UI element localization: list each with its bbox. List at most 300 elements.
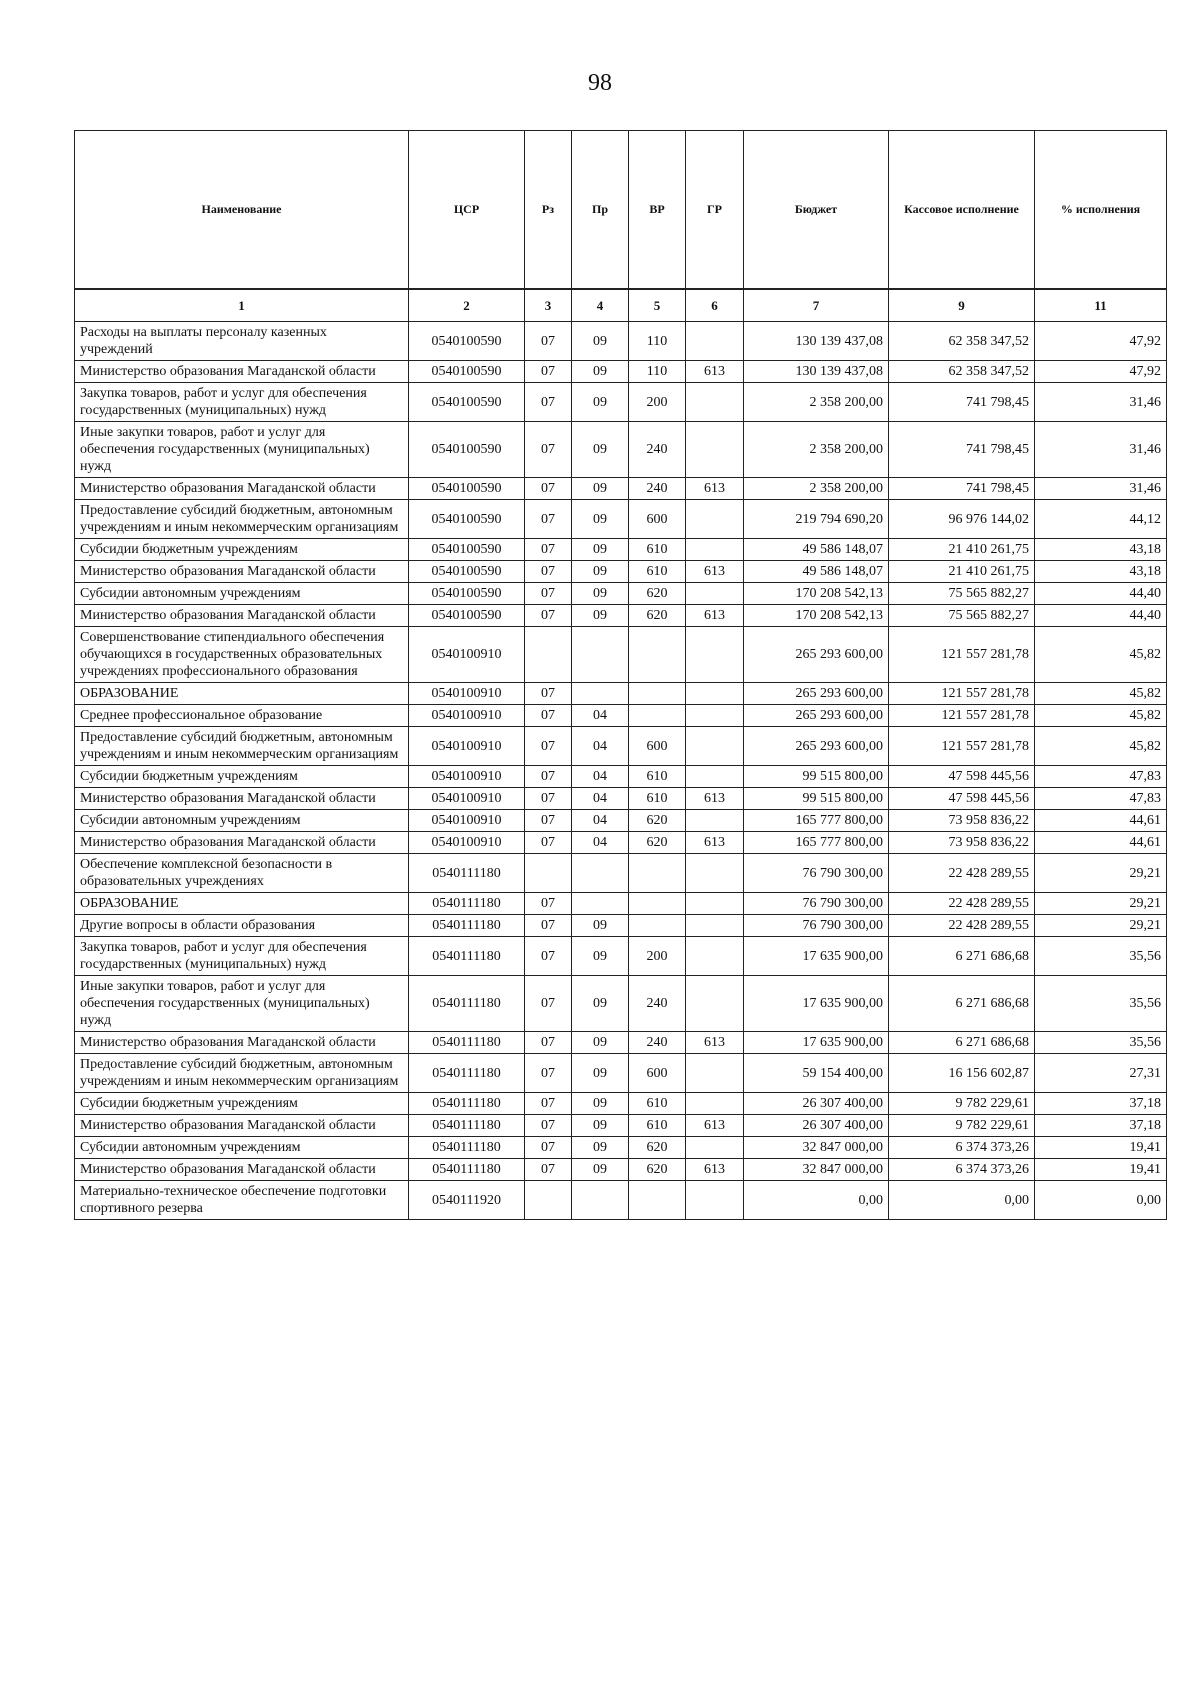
cell-vr: 620 bbox=[629, 810, 686, 832]
col-num-gr: 6 bbox=[686, 289, 744, 322]
cell-csr: 0540111920 bbox=[409, 1181, 525, 1220]
cell-rz: 07 bbox=[525, 937, 572, 976]
cell-budget: 17 635 900,00 bbox=[744, 1032, 889, 1054]
table-row bbox=[75, 976, 1167, 1032]
cell-budget: 76 790 300,00 bbox=[744, 915, 889, 937]
cell-gr bbox=[686, 539, 744, 561]
cell-name: Иные закупки товаров, работ и услуг для обеспечения государственных (муниципальных) нужд bbox=[75, 976, 409, 1032]
cell-name: ОБРАЗОВАНИЕ bbox=[75, 893, 409, 915]
cell-pr bbox=[572, 627, 629, 683]
cell-csr: 0540111180 bbox=[409, 1159, 525, 1181]
cell-gr bbox=[686, 1181, 744, 1220]
cell-budget: 130 139 437,08 bbox=[744, 322, 889, 361]
cell-pct: 47,83 bbox=[1035, 766, 1167, 788]
cell-gr bbox=[686, 1054, 744, 1093]
cell-name: Иные закупки товаров, работ и услуг для обеспечения государственных (муниципальных) нужд bbox=[75, 422, 409, 478]
cell-pct: 29,21 bbox=[1035, 915, 1167, 937]
cell-csr: 0540100910 bbox=[409, 683, 525, 705]
col-header-exec: Кассовое исполнение bbox=[889, 131, 1035, 290]
cell-pct: 47,92 bbox=[1035, 361, 1167, 383]
cell-name: ОБРАЗОВАНИЕ bbox=[75, 683, 409, 705]
col-num-name: 1 bbox=[75, 289, 409, 322]
cell-exec: 47 598 445,56 bbox=[889, 788, 1035, 810]
cell-rz: 07 bbox=[525, 561, 572, 583]
cell-pr: 09 bbox=[572, 361, 629, 383]
cell-budget: 32 847 000,00 bbox=[744, 1137, 889, 1159]
cell-pct: 44,61 bbox=[1035, 810, 1167, 832]
cell-gr: 613 bbox=[686, 478, 744, 500]
cell-gr bbox=[686, 705, 744, 727]
table-row bbox=[75, 1093, 1167, 1115]
cell-pct: 35,56 bbox=[1035, 937, 1167, 976]
table-row bbox=[75, 422, 1167, 478]
cell-gr bbox=[686, 810, 744, 832]
cell-vr: 610 bbox=[629, 1093, 686, 1115]
col-header-name: Наименование bbox=[75, 131, 409, 290]
cell-pr: 09 bbox=[572, 539, 629, 561]
cell-name: Министерство образования Магаданской области bbox=[75, 788, 409, 810]
header-row bbox=[75, 131, 1167, 290]
cell-pct: 31,46 bbox=[1035, 383, 1167, 422]
cell-vr: 620 bbox=[629, 583, 686, 605]
cell-pct: 35,56 bbox=[1035, 976, 1167, 1032]
cell-pr: 09 bbox=[572, 1159, 629, 1181]
col-num-pct: 11 bbox=[1035, 289, 1167, 322]
cell-gr bbox=[686, 727, 744, 766]
cell-rz: 07 bbox=[525, 500, 572, 539]
cell-pct: 44,61 bbox=[1035, 832, 1167, 854]
col-num-exec: 9 bbox=[889, 289, 1035, 322]
cell-csr: 0540100910 bbox=[409, 810, 525, 832]
table-row bbox=[75, 627, 1167, 683]
cell-gr bbox=[686, 383, 744, 422]
cell-rz: 07 bbox=[525, 893, 572, 915]
cell-rz bbox=[525, 627, 572, 683]
cell-gr: 613 bbox=[686, 1159, 744, 1181]
cell-rz: 07 bbox=[525, 478, 572, 500]
cell-vr: 240 bbox=[629, 422, 686, 478]
cell-vr: 110 bbox=[629, 322, 686, 361]
cell-name: Среднее профессиональное образование bbox=[75, 705, 409, 727]
column-number-row bbox=[75, 289, 1167, 322]
cell-name: Министерство образования Магаданской области bbox=[75, 1159, 409, 1181]
cell-csr: 0540111180 bbox=[409, 976, 525, 1032]
cell-name: Предоставление субсидий бюджетным, автономным учреждениям и иным некоммерческим организациям bbox=[75, 727, 409, 766]
cell-pct: 43,18 bbox=[1035, 561, 1167, 583]
cell-exec: 741 798,45 bbox=[889, 478, 1035, 500]
cell-csr: 0540100910 bbox=[409, 627, 525, 683]
cell-vr: 620 bbox=[629, 605, 686, 627]
table-row bbox=[75, 1159, 1167, 1181]
cell-vr: 600 bbox=[629, 727, 686, 766]
cell-vr: 610 bbox=[629, 766, 686, 788]
cell-pct: 47,83 bbox=[1035, 788, 1167, 810]
cell-vr: 610 bbox=[629, 1115, 686, 1137]
cell-name: Субсидии автономным учреждениям bbox=[75, 583, 409, 605]
cell-pr: 09 bbox=[572, 500, 629, 539]
cell-rz: 07 bbox=[525, 683, 572, 705]
col-header-budget: Бюджет bbox=[744, 131, 889, 290]
cell-pct: 19,41 bbox=[1035, 1159, 1167, 1181]
table-row bbox=[75, 854, 1167, 893]
cell-rz: 07 bbox=[525, 832, 572, 854]
cell-pct: 44,40 bbox=[1035, 605, 1167, 627]
cell-name: Материально-техническое обеспечение подготовки спортивного резерва bbox=[75, 1181, 409, 1220]
cell-rz: 07 bbox=[525, 1054, 572, 1093]
cell-rz: 07 bbox=[525, 766, 572, 788]
cell-budget: 2 358 200,00 bbox=[744, 383, 889, 422]
col-header-vr: ВР bbox=[629, 131, 686, 290]
cell-budget: 219 794 690,20 bbox=[744, 500, 889, 539]
cell-csr: 0540100590 bbox=[409, 583, 525, 605]
cell-pr: 09 bbox=[572, 422, 629, 478]
cell-vr: 620 bbox=[629, 832, 686, 854]
table-row bbox=[75, 832, 1167, 854]
col-num-pr: 4 bbox=[572, 289, 629, 322]
cell-pr: 09 bbox=[572, 583, 629, 605]
cell-budget: 32 847 000,00 bbox=[744, 1159, 889, 1181]
cell-vr: 610 bbox=[629, 561, 686, 583]
cell-pr: 04 bbox=[572, 788, 629, 810]
cell-gr bbox=[686, 500, 744, 539]
cell-rz: 07 bbox=[525, 539, 572, 561]
cell-csr: 0540111180 bbox=[409, 854, 525, 893]
cell-csr: 0540100910 bbox=[409, 832, 525, 854]
cell-exec: 22 428 289,55 bbox=[889, 893, 1035, 915]
cell-vr bbox=[629, 854, 686, 893]
table-row bbox=[75, 478, 1167, 500]
cell-csr: 0540100590 bbox=[409, 383, 525, 422]
cell-csr: 0540111180 bbox=[409, 1137, 525, 1159]
cell-pr: 04 bbox=[572, 727, 629, 766]
col-header-rz: Рз bbox=[525, 131, 572, 290]
cell-vr bbox=[629, 627, 686, 683]
cell-vr: 620 bbox=[629, 1159, 686, 1181]
cell-gr bbox=[686, 766, 744, 788]
cell-name: Министерство образования Магаданской области bbox=[75, 605, 409, 627]
cell-pct: 19,41 bbox=[1035, 1137, 1167, 1159]
cell-pr: 09 bbox=[572, 322, 629, 361]
cell-rz: 07 bbox=[525, 727, 572, 766]
cell-rz: 07 bbox=[525, 1159, 572, 1181]
table-row bbox=[75, 915, 1167, 937]
cell-exec: 6 271 686,68 bbox=[889, 976, 1035, 1032]
cell-vr: 200 bbox=[629, 383, 686, 422]
cell-rz: 07 bbox=[525, 810, 572, 832]
table-row bbox=[75, 539, 1167, 561]
cell-name: Министерство образования Магаданской области bbox=[75, 361, 409, 383]
cell-rz: 07 bbox=[525, 383, 572, 422]
cell-name: Обеспечение комплексной безопасности в образовательных учреждениях bbox=[75, 854, 409, 893]
cell-name: Субсидии бюджетным учреждениям bbox=[75, 539, 409, 561]
cell-name: Расходы на выплаты персоналу казенных учреждений bbox=[75, 322, 409, 361]
cell-csr: 0540100910 bbox=[409, 705, 525, 727]
cell-csr: 0540100590 bbox=[409, 500, 525, 539]
cell-pct: 0,00 bbox=[1035, 1181, 1167, 1220]
cell-pct: 31,46 bbox=[1035, 478, 1167, 500]
cell-pr: 09 bbox=[572, 937, 629, 976]
cell-pct: 45,82 bbox=[1035, 683, 1167, 705]
cell-gr bbox=[686, 422, 744, 478]
cell-name: Министерство образования Магаданской области bbox=[75, 561, 409, 583]
table-row bbox=[75, 1115, 1167, 1137]
cell-budget: 59 154 400,00 bbox=[744, 1054, 889, 1093]
table-row bbox=[75, 1137, 1167, 1159]
cell-csr: 0540100910 bbox=[409, 766, 525, 788]
cell-pct: 31,46 bbox=[1035, 422, 1167, 478]
cell-vr: 240 bbox=[629, 478, 686, 500]
cell-vr: 600 bbox=[629, 1054, 686, 1093]
table-row bbox=[75, 500, 1167, 539]
cell-gr bbox=[686, 583, 744, 605]
cell-pct: 44,40 bbox=[1035, 583, 1167, 605]
cell-pr: 04 bbox=[572, 705, 629, 727]
cell-budget: 165 777 800,00 bbox=[744, 832, 889, 854]
cell-csr: 0540111180 bbox=[409, 1054, 525, 1093]
cell-budget: 170 208 542,13 bbox=[744, 583, 889, 605]
table-row bbox=[75, 1054, 1167, 1093]
cell-budget: 99 515 800,00 bbox=[744, 766, 889, 788]
cell-exec: 6 271 686,68 bbox=[889, 1032, 1035, 1054]
cell-pct: 45,82 bbox=[1035, 727, 1167, 766]
cell-budget: 76 790 300,00 bbox=[744, 854, 889, 893]
col-header-pr: Пр bbox=[572, 131, 629, 290]
cell-pct: 45,82 bbox=[1035, 627, 1167, 683]
cell-pr: 09 bbox=[572, 1093, 629, 1115]
cell-gr: 613 bbox=[686, 788, 744, 810]
cell-gr: 613 bbox=[686, 361, 744, 383]
cell-exec: 0,00 bbox=[889, 1181, 1035, 1220]
cell-budget: 265 293 600,00 bbox=[744, 683, 889, 705]
cell-gr bbox=[686, 915, 744, 937]
cell-vr: 240 bbox=[629, 1032, 686, 1054]
cell-exec: 6 271 686,68 bbox=[889, 937, 1035, 976]
col-num-vr: 5 bbox=[629, 289, 686, 322]
cell-exec: 121 557 281,78 bbox=[889, 727, 1035, 766]
cell-budget: 17 635 900,00 bbox=[744, 937, 889, 976]
cell-name: Министерство образования Магаданской области bbox=[75, 1115, 409, 1137]
cell-budget: 130 139 437,08 bbox=[744, 361, 889, 383]
col-num-budget: 7 bbox=[744, 289, 889, 322]
cell-pr: 09 bbox=[572, 1115, 629, 1137]
table-row bbox=[75, 583, 1167, 605]
cell-gr: 613 bbox=[686, 1115, 744, 1137]
cell-pr: 04 bbox=[572, 832, 629, 854]
table-row bbox=[75, 605, 1167, 627]
cell-vr bbox=[629, 1181, 686, 1220]
cell-pr: 09 bbox=[572, 605, 629, 627]
cell-csr: 0540111180 bbox=[409, 1115, 525, 1137]
cell-vr: 110 bbox=[629, 361, 686, 383]
cell-vr bbox=[629, 705, 686, 727]
cell-pct: 47,92 bbox=[1035, 322, 1167, 361]
cell-pr: 09 bbox=[572, 383, 629, 422]
cell-gr bbox=[686, 976, 744, 1032]
cell-rz bbox=[525, 1181, 572, 1220]
cell-exec: 96 976 144,02 bbox=[889, 500, 1035, 539]
cell-csr: 0540111180 bbox=[409, 937, 525, 976]
table-row bbox=[75, 683, 1167, 705]
cell-vr bbox=[629, 893, 686, 915]
cell-vr: 610 bbox=[629, 788, 686, 810]
page-number: 98 bbox=[588, 70, 612, 96]
table-row bbox=[75, 788, 1167, 810]
cell-gr bbox=[686, 322, 744, 361]
table-body bbox=[75, 322, 1167, 1220]
cell-exec: 6 374 373,26 bbox=[889, 1137, 1035, 1159]
cell-budget: 170 208 542,13 bbox=[744, 605, 889, 627]
cell-pr: 09 bbox=[572, 1054, 629, 1093]
cell-exec: 6 374 373,26 bbox=[889, 1159, 1035, 1181]
cell-exec: 62 358 347,52 bbox=[889, 322, 1035, 361]
cell-name: Субсидии автономным учреждениям bbox=[75, 1137, 409, 1159]
cell-gr bbox=[686, 627, 744, 683]
cell-pr: 09 bbox=[572, 976, 629, 1032]
cell-pct: 27,31 bbox=[1035, 1054, 1167, 1093]
cell-csr: 0540100590 bbox=[409, 422, 525, 478]
cell-name: Совершенствование стипендиального обеспечения обучающихся в государственных образовательных учреждениях профессионального образования bbox=[75, 627, 409, 683]
cell-pr: 09 bbox=[572, 478, 629, 500]
cell-rz bbox=[525, 854, 572, 893]
table-row bbox=[75, 766, 1167, 788]
cell-name: Министерство образования Магаданской области bbox=[75, 832, 409, 854]
cell-csr: 0540100590 bbox=[409, 561, 525, 583]
cell-exec: 741 798,45 bbox=[889, 383, 1035, 422]
cell-name: Субсидии бюджетным учреждениям bbox=[75, 1093, 409, 1115]
cell-pct: 37,18 bbox=[1035, 1115, 1167, 1137]
cell-gr: 613 bbox=[686, 561, 744, 583]
cell-pr bbox=[572, 893, 629, 915]
cell-budget: 76 790 300,00 bbox=[744, 893, 889, 915]
cell-rz: 07 bbox=[525, 583, 572, 605]
cell-exec: 121 557 281,78 bbox=[889, 627, 1035, 683]
cell-pct: 29,21 bbox=[1035, 893, 1167, 915]
table-row bbox=[75, 893, 1167, 915]
cell-pr: 09 bbox=[572, 915, 629, 937]
cell-name: Закупка товаров, работ и услуг для обеспечения государственных (муниципальных) нужд bbox=[75, 383, 409, 422]
cell-budget: 165 777 800,00 bbox=[744, 810, 889, 832]
cell-pr: 04 bbox=[572, 810, 629, 832]
cell-gr bbox=[686, 683, 744, 705]
cell-budget: 2 358 200,00 bbox=[744, 422, 889, 478]
cell-rz: 07 bbox=[525, 976, 572, 1032]
cell-exec: 741 798,45 bbox=[889, 422, 1035, 478]
cell-gr bbox=[686, 937, 744, 976]
cell-name: Другие вопросы в области образования bbox=[75, 915, 409, 937]
cell-exec: 62 358 347,52 bbox=[889, 361, 1035, 383]
cell-name: Субсидии бюджетным учреждениям bbox=[75, 766, 409, 788]
cell-exec: 121 557 281,78 bbox=[889, 705, 1035, 727]
cell-exec: 121 557 281,78 bbox=[889, 683, 1035, 705]
cell-name: Закупка товаров, работ и услуг для обеспечения государственных (муниципальных) нужд bbox=[75, 937, 409, 976]
cell-exec: 21 410 261,75 bbox=[889, 561, 1035, 583]
cell-csr: 0540100910 bbox=[409, 788, 525, 810]
table-row bbox=[75, 322, 1167, 361]
cell-gr bbox=[686, 854, 744, 893]
cell-rz: 07 bbox=[525, 1032, 572, 1054]
cell-gr bbox=[686, 893, 744, 915]
cell-vr: 240 bbox=[629, 976, 686, 1032]
cell-pct: 45,82 bbox=[1035, 705, 1167, 727]
cell-pct: 37,18 bbox=[1035, 1093, 1167, 1115]
cell-pr: 04 bbox=[572, 766, 629, 788]
table-row bbox=[75, 727, 1167, 766]
cell-rz: 07 bbox=[525, 705, 572, 727]
cell-pct: 44,12 bbox=[1035, 500, 1167, 539]
cell-pct: 35,56 bbox=[1035, 1032, 1167, 1054]
cell-pr: 09 bbox=[572, 1032, 629, 1054]
cell-rz: 07 bbox=[525, 915, 572, 937]
cell-budget: 26 307 400,00 bbox=[744, 1115, 889, 1137]
table-row bbox=[75, 361, 1167, 383]
col-num-rz: 3 bbox=[525, 289, 572, 322]
cell-pr bbox=[572, 683, 629, 705]
cell-budget: 99 515 800,00 bbox=[744, 788, 889, 810]
cell-csr: 0540100590 bbox=[409, 478, 525, 500]
cell-rz: 07 bbox=[525, 1137, 572, 1159]
cell-rz: 07 bbox=[525, 1093, 572, 1115]
cell-csr: 0540111180 bbox=[409, 1093, 525, 1115]
col-header-csr: ЦСР bbox=[409, 131, 525, 290]
cell-rz: 07 bbox=[525, 788, 572, 810]
cell-exec: 21 410 261,75 bbox=[889, 539, 1035, 561]
cell-budget: 265 293 600,00 bbox=[744, 727, 889, 766]
cell-name: Предоставление субсидий бюджетным, автономным учреждениям и иным некоммерческим организациям bbox=[75, 500, 409, 539]
cell-name: Субсидии автономным учреждениям bbox=[75, 810, 409, 832]
cell-csr: 0540100590 bbox=[409, 361, 525, 383]
cell-exec: 75 565 882,27 bbox=[889, 605, 1035, 627]
cell-rz: 07 bbox=[525, 422, 572, 478]
cell-exec: 47 598 445,56 bbox=[889, 766, 1035, 788]
cell-rz: 07 bbox=[525, 361, 572, 383]
cell-exec: 22 428 289,55 bbox=[889, 854, 1035, 893]
cell-exec: 73 958 836,22 bbox=[889, 810, 1035, 832]
cell-exec: 9 782 229,61 bbox=[889, 1093, 1035, 1115]
cell-vr: 600 bbox=[629, 500, 686, 539]
table-row bbox=[75, 705, 1167, 727]
cell-pr: 09 bbox=[572, 561, 629, 583]
cell-exec: 22 428 289,55 bbox=[889, 915, 1035, 937]
cell-gr bbox=[686, 1137, 744, 1159]
cell-pr bbox=[572, 1181, 629, 1220]
table-row bbox=[75, 383, 1167, 422]
cell-csr: 0540100590 bbox=[409, 605, 525, 627]
cell-gr: 613 bbox=[686, 832, 744, 854]
cell-budget: 26 307 400,00 bbox=[744, 1093, 889, 1115]
col-num-csr: 2 bbox=[409, 289, 525, 322]
cell-budget: 265 293 600,00 bbox=[744, 705, 889, 727]
cell-exec: 75 565 882,27 bbox=[889, 583, 1035, 605]
cell-gr: 613 bbox=[686, 1032, 744, 1054]
table-row bbox=[75, 810, 1167, 832]
cell-budget: 49 586 148,07 bbox=[744, 539, 889, 561]
cell-gr bbox=[686, 1093, 744, 1115]
cell-name: Министерство образования Магаданской области bbox=[75, 478, 409, 500]
budget-table bbox=[74, 130, 1167, 1220]
cell-csr: 0540100590 bbox=[409, 539, 525, 561]
cell-vr: 610 bbox=[629, 539, 686, 561]
col-header-pct: % исполнения bbox=[1035, 131, 1167, 290]
cell-budget: 49 586 148,07 bbox=[744, 561, 889, 583]
cell-exec: 9 782 229,61 bbox=[889, 1115, 1035, 1137]
cell-vr bbox=[629, 683, 686, 705]
cell-budget: 17 635 900,00 bbox=[744, 976, 889, 1032]
table-row bbox=[75, 561, 1167, 583]
cell-csr: 0540111180 bbox=[409, 915, 525, 937]
cell-csr: 0540111180 bbox=[409, 893, 525, 915]
cell-pr: 09 bbox=[572, 1137, 629, 1159]
cell-budget: 0,00 bbox=[744, 1181, 889, 1220]
